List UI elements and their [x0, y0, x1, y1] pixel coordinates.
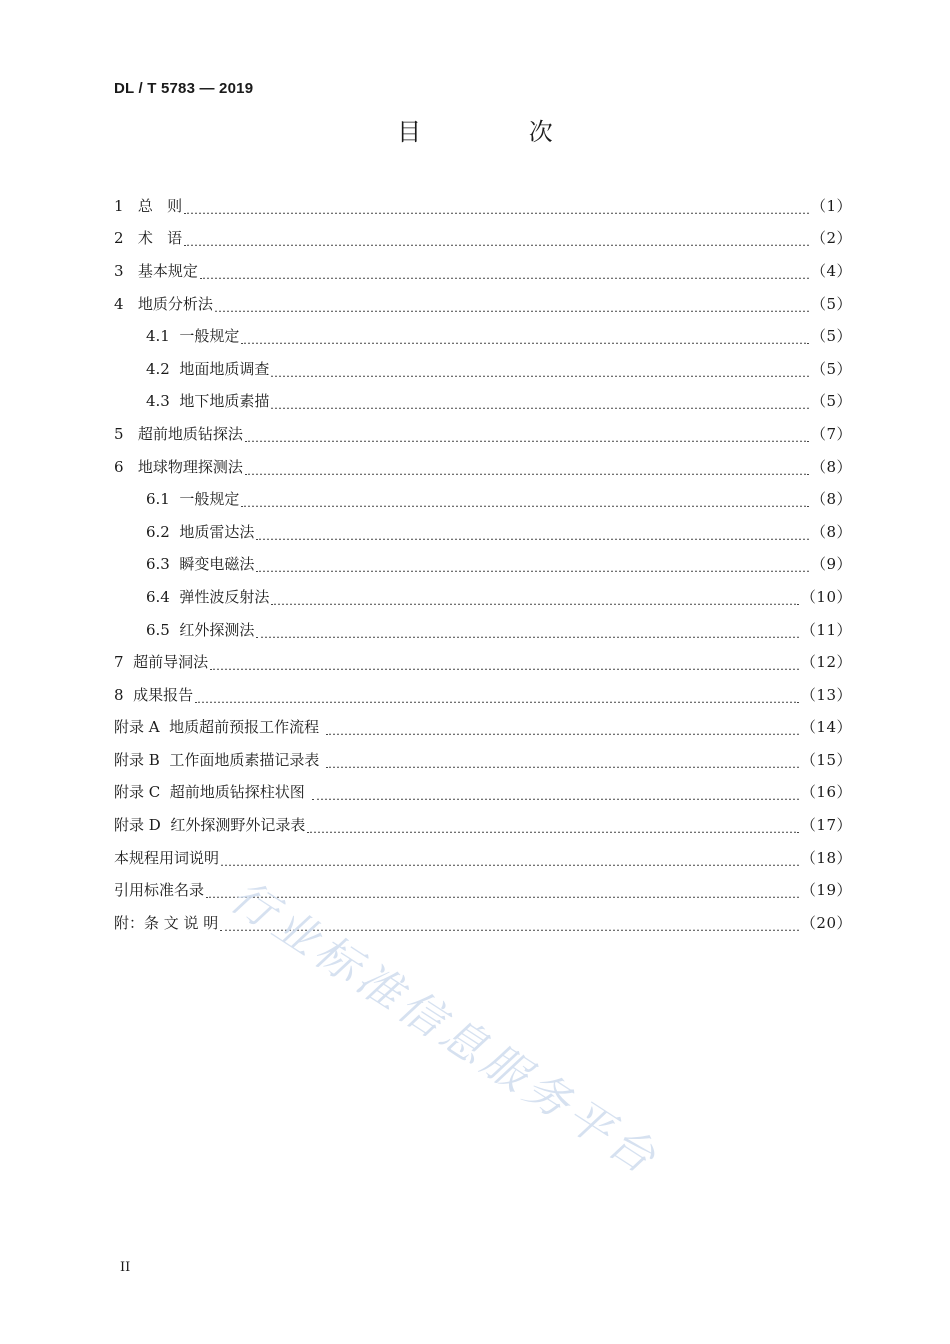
toc-entry-page: （15） — [800, 750, 852, 769]
toc-entry-label: 7 超前导洞法 — [114, 653, 209, 672]
dot-leader — [312, 792, 799, 801]
page-number: II — [120, 1260, 131, 1275]
toc-entry-page: （16） — [800, 783, 852, 802]
dot-leader — [215, 303, 809, 312]
dot-leader — [221, 857, 799, 866]
table-of-contents — [114, 190, 852, 940]
dot-leader — [206, 890, 799, 899]
toc-entry[interactable] — [114, 874, 852, 907]
dot-leader — [245, 433, 809, 442]
toc-entry-page: （2） — [810, 229, 852, 248]
toc-entry-label: 6.2 地质雷达法 — [146, 522, 255, 541]
toc-entry-page: （8） — [810, 522, 852, 541]
toc-entry-label: 3 基本规定 — [114, 261, 198, 280]
toc-entry-label: 5 超前地质钻探法 — [114, 424, 243, 443]
toc-entry-page: （8） — [810, 490, 852, 509]
toc-entry[interactable] — [114, 777, 852, 810]
toc-entry[interactable] — [114, 451, 852, 484]
dot-leader — [256, 531, 809, 540]
toc-entry[interactable] — [114, 223, 852, 256]
toc-entry-label: 6.1 一般规定 — [146, 490, 240, 509]
toc-entry-page: （17） — [800, 816, 852, 835]
toc-entry-label: 6.4 弹性波反射法 — [146, 587, 270, 606]
toc-entry-page: （8） — [810, 457, 852, 476]
toc-entry-label: 1 总 则 — [114, 196, 183, 215]
toc-title: 目 次 — [397, 118, 603, 146]
dot-leader — [256, 629, 799, 638]
toc-entry-page: （13） — [800, 685, 852, 704]
toc-entry-label: 2 术 语 — [114, 229, 183, 248]
toc-entry-label: 附录 C 超前地质钻探柱状图 — [114, 783, 310, 802]
dot-leader — [184, 238, 809, 247]
toc-entry-page: （1） — [810, 196, 852, 215]
toc-entry-label: 4.2 地面地质调查 — [146, 359, 270, 378]
toc-entry-label: 附录 B 工作面地质素描记录表 — [114, 750, 325, 769]
toc-entry-label: 4.1 一般规定 — [146, 327, 240, 346]
dot-leader — [195, 694, 799, 703]
dot-leader — [271, 596, 799, 605]
toc-entry-label: 6.5 红外探测法 — [146, 620, 255, 639]
dot-leader — [210, 661, 799, 670]
toc-entry[interactable] — [114, 679, 852, 712]
toc-entry[interactable] — [114, 288, 852, 321]
toc-entry[interactable] — [114, 549, 852, 582]
toc-entry-label: 引用标准名录 — [114, 881, 205, 900]
dot-leader — [245, 466, 809, 475]
toc-entry-page: （14） — [800, 718, 852, 737]
toc-entry-page: （5） — [810, 359, 852, 378]
toc-entry-label: 8 成果报告 — [114, 685, 194, 704]
toc-entry[interactable] — [114, 483, 852, 516]
toc-entry-label: 本规程用词说明 — [114, 848, 220, 867]
toc-entry[interactable] — [114, 353, 852, 386]
toc-entry-label: 6.3 瞬变电磁法 — [146, 555, 255, 574]
toc-entry-page: （10） — [800, 587, 852, 606]
toc-entry-page: （5） — [810, 392, 852, 411]
toc-entry[interactable] — [114, 907, 852, 940]
toc-entry[interactable] — [114, 842, 852, 875]
dot-leader — [200, 270, 809, 279]
toc-entry-label: 4.3 地下地质素描 — [146, 392, 270, 411]
toc-entry-page: （7） — [810, 424, 852, 443]
dot-leader — [271, 401, 809, 410]
toc-entry-page: （9） — [810, 555, 852, 574]
watermark: 行业标准信息服务平台 — [221, 871, 669, 1187]
dot-leader — [326, 759, 799, 768]
toc-entry-label: 附录 D 红外探测野外记录表 — [114, 816, 306, 835]
toc-entry-label: 附录 A 地质超前预报工作流程 — [114, 718, 324, 737]
toc-entry[interactable] — [114, 712, 852, 745]
toc-entry-page: （20） — [800, 913, 852, 932]
dot-leader — [184, 205, 809, 214]
toc-entry-page: （18） — [800, 848, 852, 867]
toc-entry-label: 6 地球物理探测法 — [114, 457, 243, 476]
toc-entry-page: （19） — [800, 881, 852, 900]
toc-entry-page: （11） — [800, 620, 852, 639]
toc-entry[interactable] — [114, 190, 852, 223]
toc-entry[interactable] — [114, 809, 852, 842]
toc-entry[interactable] — [114, 581, 852, 614]
toc-entry[interactable] — [114, 386, 852, 419]
toc-entry[interactable] — [114, 255, 852, 288]
dot-leader — [326, 727, 799, 736]
dot-leader — [241, 335, 809, 344]
toc-entry[interactable] — [114, 614, 852, 647]
toc-entry-page: （4） — [810, 261, 852, 280]
toc-entry[interactable] — [114, 646, 852, 679]
toc-entry[interactable] — [114, 320, 852, 353]
dot-leader — [241, 498, 809, 507]
toc-entry-page: （5） — [810, 294, 852, 313]
dot-leader — [307, 824, 799, 833]
dot-leader — [220, 922, 799, 931]
toc-entry[interactable] — [114, 418, 852, 451]
toc-entry-page: （5） — [810, 327, 852, 346]
toc-entry-label: 附：条 文 说 明 — [114, 913, 219, 932]
toc-entry[interactable] — [114, 516, 852, 549]
toc-entry[interactable] — [114, 744, 852, 777]
toc-entry-label: 4 地质分析法 — [114, 294, 213, 313]
dot-leader — [256, 564, 809, 573]
dot-leader — [271, 368, 809, 377]
toc-entry-page: （12） — [800, 653, 852, 672]
standard-code: DL / T 5783 — 2019 — [114, 80, 254, 97]
